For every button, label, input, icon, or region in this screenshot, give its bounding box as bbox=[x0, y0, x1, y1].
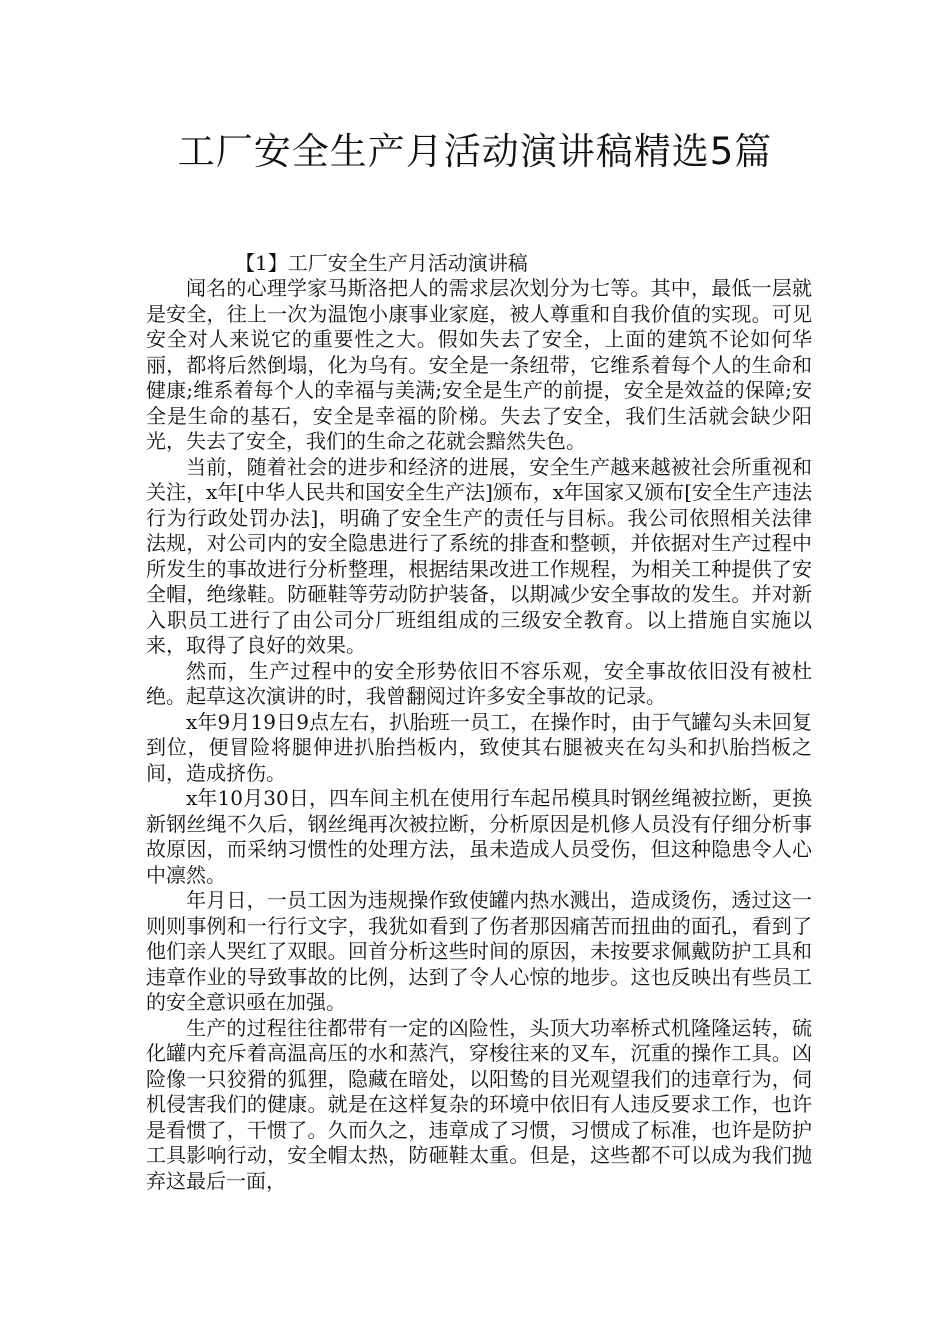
section-heading: 【1】工厂安全生产月活动演讲稿 bbox=[235, 251, 528, 275]
document-title: 工厂安全生产月活动演讲稿精选5篇 bbox=[177, 130, 773, 173]
paragraph: x年9月19日9点左右，扒胎班一员工，在操作时，由于气罐勾头未回复到位，便冒险将腿伸进扒胎挡板内，致使其右腿被夹在勾头和扒胎挡板之间，造成挤伤。 bbox=[146, 709, 812, 785]
paragraph: 然而，生产过程中的安全形势依旧不容乐观，安全事故依旧没有被杜绝。起草这次演讲的时，我曾翻阅过许多安全事故的记录。 bbox=[146, 658, 812, 708]
paragraph: 闻名的心理学家马斯洛把人的需求层次划分为七等。其中，最低一层就是安全，往上一次为温饱小康事业家庭，被人尊重和自我价值的实现。可见安全对人来说它的重要性之大。假如失去了安全，上面的建筑不论如何华丽，都将后然倒塌，化为乌有。安全是一条纽带，它维系着每个人的生命和健康;维系着每个人的幸福与美满;安全是生产的前提，安全是效益的保障;安全是生命的基石，安全是幸福的阶梯。失去了安全，我们生活就会缺少阳光，失去了安全，我们的生命之花就会黯然失色。 bbox=[146, 276, 812, 453]
paragraph: 当前，随着社会的进步和经济的进展，安全生产越来越被社会所重视和关注，x年[中华人民共和国安全生产法]颁布，x年国家又颁布[安全生产违法行为行政处罚办法]，明确了安全生产的责任与目标。我公司依照相关法律法规，对公司内的安全隐患进行了系统的排查和整顿，并依据对生产过程中所发生的事故进行分析整理，根据结果改进工作规程，为相关工种提供了安全帽，绝缘鞋。防砸鞋等劳动防护装备，以期减少安全事故的发生。并对新入职员工进行了由公司分厂班组组成的三级安全教育。以上措施自实施以来，取得了良好的效果。 bbox=[146, 454, 812, 657]
paragraph: 年月日，一员工因为违规操作致使罐内热水溅出，造成烫伤，透过这一则则事例和一行行文字，我犹如看到了伤者那因痛苦而扭曲的面孔，看到了他们亲人哭红了双眼。回首分析这些时间的原因，未按要求佩戴防护工具和违章作业的导致事故的比例，达到了令人心惊的地步。这也反映出有些员工的安全意识亟在加强。 bbox=[146, 888, 812, 1014]
paragraph: 生产的过程往往都带有一定的凶险性，头顶大功率桥式机隆隆运转，硫化罐内充斥着高温高压的水和蒸汽，穿梭往来的叉车，沉重的操作工具。凶险像一只狡猾的狐狸，隐藏在暗处，以阳鸷的目光观望我们的违章行为，伺机侵害我们的健康。就是在这样复杂的环境中依旧有人违反要求工作，也许是看惯了，干惯了。久而久之，违章成了习惯，习惯成了标准，也许是防护工具影响行动，安全帽太热，防砸鞋太重。但是，这些都不可以成为我们抛弃这最后一面， bbox=[146, 1015, 812, 1193]
body-text bbox=[146, 276, 812, 1194]
paragraph: x年10月30日，四车间主机在使用行车起吊模具时钢丝绳被拉断，更换新钢丝绳不久后，钢丝绳再次被拉断，分析原因是机修人员没有仔细分析事故原因，而采纳习惯性的处理方法，虽未造成人员受伤，但这种隐患令人心中凛然。 bbox=[146, 786, 812, 887]
